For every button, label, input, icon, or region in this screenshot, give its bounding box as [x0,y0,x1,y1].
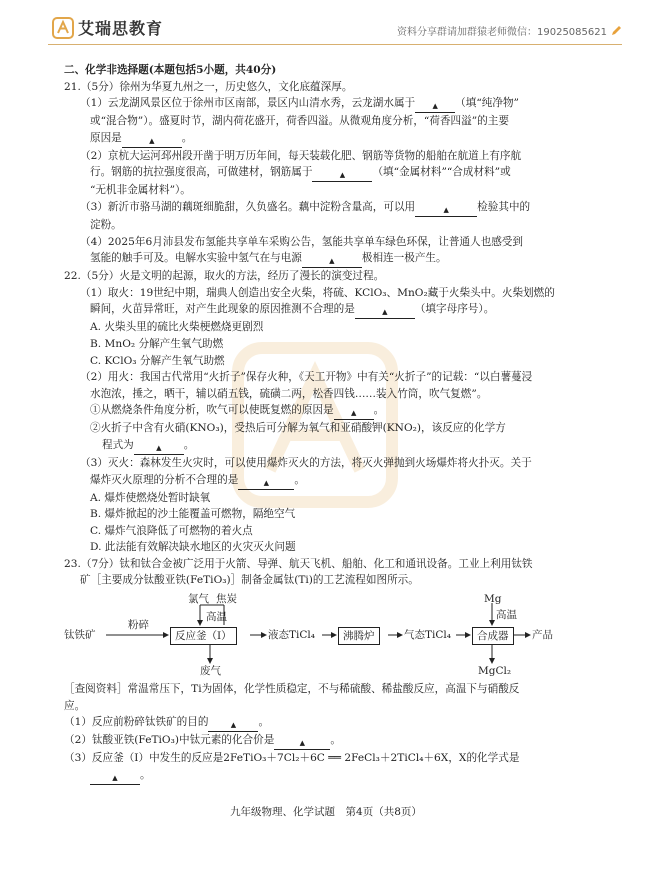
brand-logo [52,16,163,39]
answer-blank[interactable]: ▲ [415,100,455,113]
contact-text: 资料分享群请加群猿老师微信：19025085621 [397,27,607,38]
q21-part1: （1）云龙湖风景区位于徐州市区南部，景区内山清水秀，云龙湖水属于 ▲ （填“纯净物” [64,95,600,113]
q23-stem-line2: 矿［主要成分钛酸亚铁(FeTiO₃)］制备金属钛(Ti)的工艺流程如图所示。 [80,574,419,587]
logo-icon [52,17,74,39]
q21-part4: （4）2025年6月沛县发布氢能共享单车采购公告，氢能共享单车绿色环保，让普通人也感受到 [80,235,523,248]
flow-boiler: 沸腾炉 [338,627,380,645]
q23-part3: （3）反应釜（Ⅰ）中发生的反应是2FeTiO₃＋7Cl₂＋6C ══ 2FeCl₃＋2TiCl₄＋6X，X的化学式是 [64,752,520,765]
answer-blank[interactable]: ▲ [274,737,330,750]
q23-info: ［查阅资料］常温常压下，Ti为固体，化学性质稳定，不与稀硫酸、稀盐酸反应，高温下与硝酸反 [64,683,520,696]
page-footer: 九年级物理、化学试题 第4页（共8页） [230,806,422,818]
q21-part2-line3: “无机非金属材料”）。 [90,184,191,197]
header-contact [397,23,622,38]
q21-part4-line2: 氢能的触手可及。电解水实验中氢气在与电源 ▲ 极相连一极产生。 [64,250,600,268]
q21-part3: （3）新沂市骆马湖的藕斑细脆甜，久负盛名。藕中淀粉含量高，可以用 ▲ 检验其中的 [64,199,600,217]
q22-option-d2: D. 此法能有效解决缺水地区的火灾灭火问题 [90,541,296,554]
q21-part2-line2: 行。钢筋的抗拉强度很高，可做建材，钢筋属于 ▲ （填“金属材料”“合成材料”或 [64,164,600,182]
flow-liquid-ticl4: 液态TiCl₄ [268,629,315,642]
q23-info-line2: 应。 [64,699,86,712]
flow-input-coke: 焦炭 [216,593,237,606]
q22-part2: （2）用火：我国古代常用“火折子”保存火种，《天工开物》中有关“火折子”的记载：“以白薯蔓浸 [80,371,533,384]
answer-blank[interactable]: ▲ [238,477,294,490]
flow-mg: Mg [484,593,502,606]
exam-content [64,62,600,785]
answer-blank[interactable]: ▲ [355,306,415,319]
answer-blank[interactable]: ▲ [208,719,258,732]
answer-blank[interactable]: ▲ [122,135,182,148]
answer-blank[interactable]: ▲ [415,204,477,217]
q22-part3: （3）灭火：森林发生火灾时，可以使用爆炸灭火的方法，将灭火弹抛到火场爆炸将火扑灭。关于 [80,456,532,469]
answer-blank[interactable]: ▲ [334,407,374,420]
flow-reactor: 反应釜（Ⅰ） [170,627,237,645]
q22-option-a2: A. 爆炸使燃烧处暂时缺氧 [90,491,211,504]
q21-part2: （2）京杭大运河邳州段开凿于明万历年间，每天装载化肥、钢筋等货物的船舶在航道上有序航 [80,149,522,162]
q23-part2: （2）钛酸亚铁(FeTiO₃)中钛元素的化合价是 ▲ 。 [64,732,600,750]
flow-condition-high-temp-2: 高温 [496,609,517,622]
q22-option-b2: B. 爆炸掀起的沙土能覆盖可燃物，隔绝空气 [90,508,296,521]
q22-part2-sub2-line2: 程式为 ▲ 。 [64,437,600,455]
q22-part1-line2: 瞬间，火苗异常旺，对产生此现象的原因推测不合理的是 ▲ （填字母序号）。 [64,301,600,319]
q23-part3-line2: ▲ 。 [64,767,600,785]
q22-option-b: B. MnO₂ 分解产生氧气助燃 [90,337,224,350]
pencil-icon [610,25,622,37]
q22-part3-line2: 爆炸灭火原理的分析不合理的是 ▲ 。 [64,472,600,490]
flow-crush-step: 粉碎 [128,619,149,632]
q22-part1: （1）取火：19世纪中期，瑞典人创造出安全火柴，将硫、KClO₃、MnO₂藏于火柴头中。火柴划燃的 [80,286,555,299]
flow-synthesizer: 合成器 [472,627,514,645]
q22-option-c: C. KClO₃ 分解产生氧气助燃 [90,354,225,367]
q23-stem: 23.（7分）钛和钛合金被广泛用于火箭、导弹、航天飞机、船舶、化工和通讯设备。工业上利用钛铁 [64,557,533,570]
q21-part3-line2: 淀粉。 [90,218,122,231]
flow-condition-high-temp: 高温 [206,611,227,624]
answer-blank[interactable]: ▲ [90,772,140,785]
q22-part2-sub2: ②火折子中含有火硝(KNO₃)，受热后可分解为氧气和亚硝酸钾(KNO₂)，该反应的化学方 [90,422,506,435]
flow-product: 产品 [532,629,553,642]
q21-part1-line3: 原因是 ▲ 。 [64,130,600,148]
q21-stem: 21.（5分）徐州为华夏九州之一，历史悠久，文化底蕴深厚。 [64,80,353,93]
section-title: 二、化学非选择题(本题包括5小题，共40分) [64,64,277,76]
q22-part2-line2: 水泡浓，捶之，晒干，辅以硝五钱，硫磺二两，松香四钱……装入竹筒，吹气复燃”。 [90,387,488,400]
q23-part1: （1）反应前粉碎钛铁矿的目的 ▲ 。 [64,714,600,732]
answer-blank[interactable]: ▲ [134,442,184,455]
header-divider [48,44,622,45]
q22-option-c2: C. 爆炸气浪降低了可燃物的着火点 [90,524,253,537]
flow-gas-ticl4: 气态TiCl₄ [404,629,451,642]
answer-blank[interactable]: ▲ [302,255,362,268]
flow-ore: 钛铁矿 [64,629,96,642]
q22-part2-sub1: ①从燃烧条件角度分析，吹气可以使既复燃的原因是 ▲ 。 [64,402,600,420]
answer-blank[interactable]: ▲ [312,169,372,182]
brand-name: 艾瑞思教育 [78,19,164,38]
flow-arrows [64,591,600,679]
q22-option-a: A. 火柴头里的硫比火柴梗燃烧更剧烈 [90,321,264,334]
q21-part1-line2: 或“混合物”）。盛夏时节，湖内荷花盛开，荷香四溢。从微观角度分析，“荷香四溢”的主要 [90,115,509,128]
q22-stem: 22.（5分）火是文明的起源，取火的方法，经历了漫长的演变过程。 [64,270,385,283]
flow-input-chlorine: 氯气 [188,593,209,606]
page-header [0,0,652,44]
flow-mgcl2: MgCl₂ [478,665,512,678]
flow-waste-gas: 废气 [200,665,221,678]
process-flow-diagram [64,591,600,679]
